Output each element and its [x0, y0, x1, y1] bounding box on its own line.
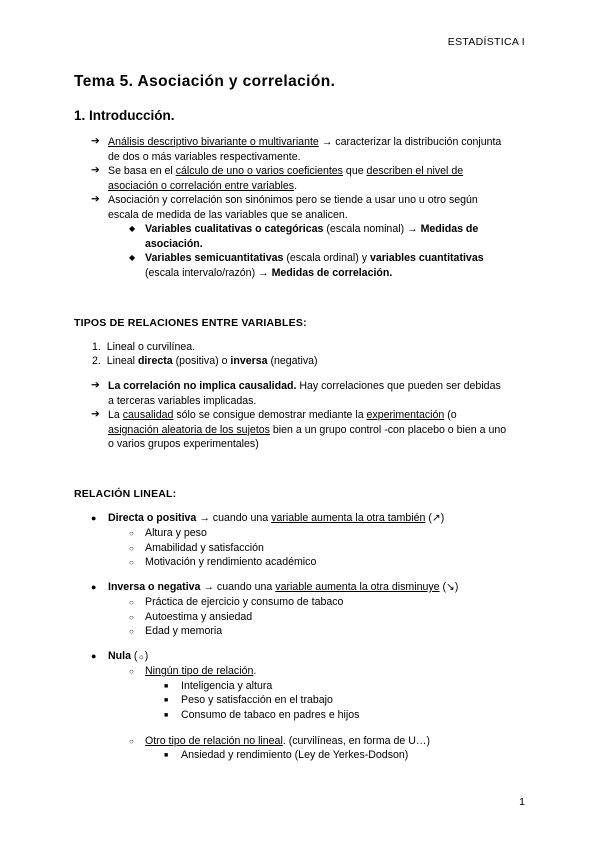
diamond-bullet-icon: ◆ — [129, 224, 136, 233]
scale-item-cuantitativas: Variables semicuantitativas (escala ordinal) y variables cuantitativas (escala intervalo/razón) → Medidas de correlación. — [145, 252, 484, 279]
arrow-bullet-icon: ➔ — [91, 135, 100, 147]
circle-bullet-icon: ○ — [129, 627, 134, 636]
arrow-bullet-icon: ➔ — [91, 164, 100, 176]
relacion-nula: Nula (☼) — [108, 650, 149, 662]
round-bullet-icon: ● — [91, 582, 97, 592]
nula-example: Peso y satisfacción en el trabajo — [181, 694, 333, 706]
square-bullet-icon: ■ — [164, 752, 169, 759]
nula-sub-no-lineal: Otro tipo de relación no lineal. (curvilíneas, en forma de U…) — [145, 735, 430, 747]
circle-bullet-icon: ○ — [129, 613, 134, 622]
intro-item-2: Se basa en el cálculo de uno o varios coeficientes que describen el nivel de asociación o correlación entre variables. — [108, 165, 464, 192]
section-heading-introduccion: 1. Introducción. — [74, 108, 175, 123]
scale-item-cualitativas: Variables cualitativas o categóricas (escala nominal) → Medidas de asociación. — [145, 223, 479, 250]
page-number: 1 — [519, 796, 525, 808]
arrow-bullet-icon: ➔ — [91, 193, 100, 205]
tipos-heading: TIPOS DE RELACIONES ENTRE VARIABLES: — [74, 317, 307, 329]
inversa-example: Práctica de ejercicio y consumo de tabaco — [145, 596, 344, 608]
circle-bullet-icon: ○ — [129, 667, 134, 676]
square-bullet-icon: ■ — [164, 683, 169, 690]
running-header: ESTADÍSTICA I — [447, 36, 525, 48]
directa-example: Altura y peso — [145, 527, 207, 539]
relacion-directa: Directa o positiva → cuando una variable aumenta la otra también (↗) — [108, 512, 445, 524]
relacion-lineal-heading: RELACIÓN LINEAL: — [74, 488, 177, 500]
intro-item-1: Análisis descriptivo bivariante o multivariante → caracterizar la distribución conjunta de dos o más variables respectivamente. — [108, 136, 502, 163]
nula-example: Ansiedad y rendimiento (Ley de Yerkes-Dodson) — [181, 749, 409, 761]
relacion-inversa: Inversa o negativa → cuando una variable aumenta la otra disminuye (↘) — [108, 581, 459, 593]
sun-icon: ☼ — [137, 652, 145, 661]
numbered-item-1: 1. Lineal o curvilínea. — [92, 341, 196, 353]
circle-bullet-icon: ○ — [129, 529, 134, 538]
circle-bullet-icon: ○ — [129, 598, 134, 607]
circle-bullet-icon: ○ — [129, 558, 134, 567]
inversa-example: Edad y memoria — [145, 625, 223, 637]
document-title: Tema 5. Asociación y correlación. — [74, 73, 336, 90]
causalidad-note-2: La causalidad sólo se consigue demostrar mediante la experimentación (o asignación aleatoria de los sujetos bien a un grupo control -con placebo o bien a uno o varios grupos experimentales) — [108, 409, 507, 451]
arrow-bullet-icon: ➔ — [91, 408, 100, 420]
diamond-bullet-icon: ◆ — [129, 253, 136, 262]
circle-bullet-icon: ○ — [129, 544, 134, 553]
intro-item-3: Asociación y correlación son sinónimos pero se tiende a usar uno u otro según escala de medida de las variables que se analicen. — [108, 194, 478, 221]
nula-example: Consumo de tabaco en padres e hijos — [181, 709, 360, 721]
square-bullet-icon: ■ — [164, 712, 169, 719]
round-bullet-icon: ● — [91, 513, 97, 523]
directa-example: Amabilidad y satisfacción — [145, 542, 264, 554]
round-bullet-icon: ● — [91, 651, 97, 661]
numbered-item-2: 2. Lineal directa (positiva) o inversa (negativa) — [92, 355, 318, 367]
causalidad-note-1: La correlación no implica causalidad. Hay correlaciones que pueden ser debidas a terceras variables implicadas. — [108, 380, 501, 407]
directa-example: Motivación y rendimiento académico — [145, 556, 317, 568]
arrow-bullet-icon: ➔ — [91, 379, 100, 391]
square-bullet-icon: ■ — [164, 697, 169, 704]
circle-bullet-icon: ○ — [129, 737, 134, 746]
nula-sub-ninguna: Ningún tipo de relación. — [145, 665, 257, 677]
nula-example: Inteligencia y altura — [181, 680, 273, 692]
inversa-example: Autoestima y ansiedad — [145, 611, 253, 623]
